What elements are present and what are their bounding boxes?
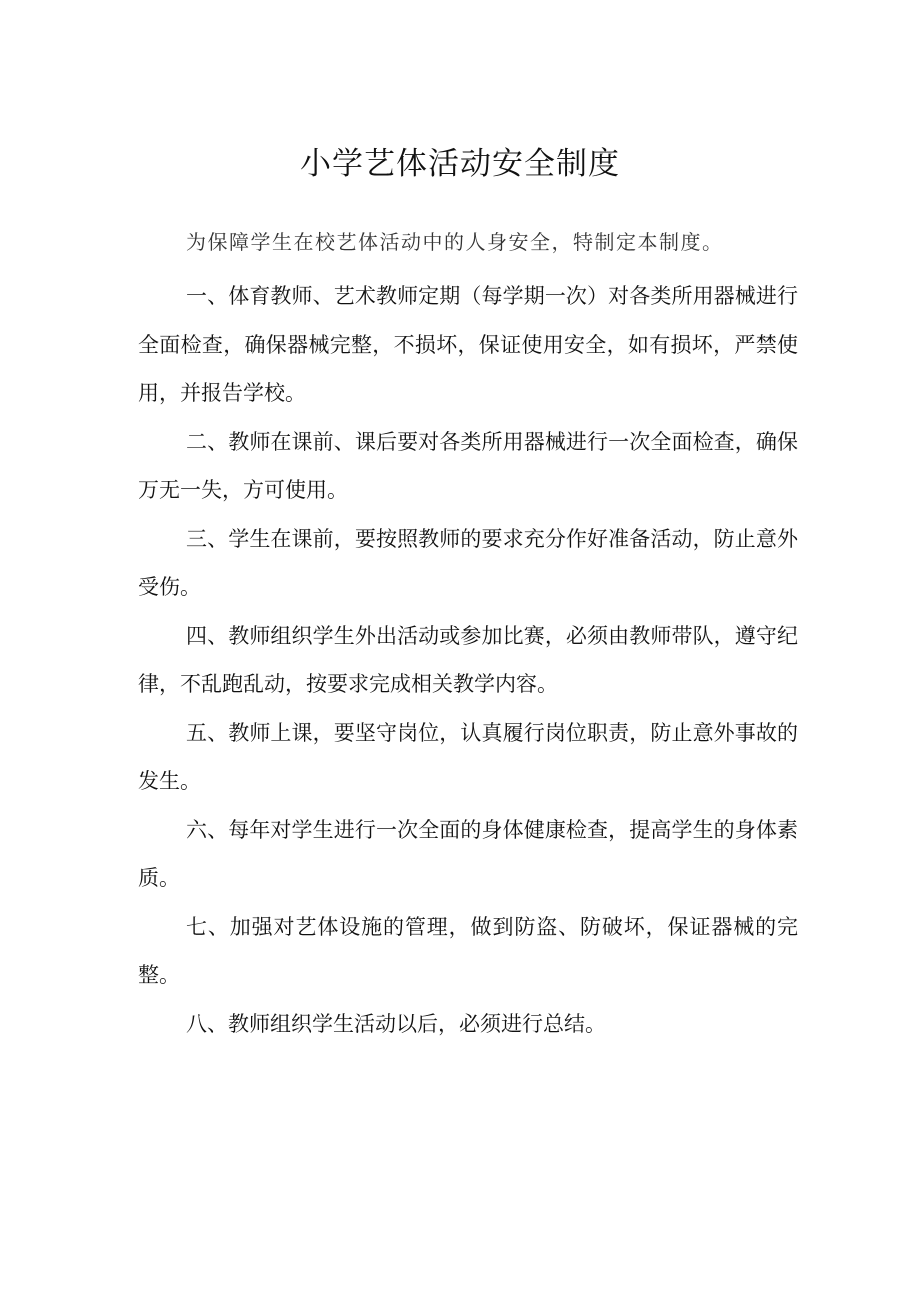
document-title: 小学艺体活动安全制度	[300, 146, 620, 182]
clause-3: 三、学生在课前，要按照教师的要求充分作好准备活动，防止意外受伤。	[138, 526, 798, 599]
clause-5: 五、教师上课，要坚守岗位，认真履行岗位职责，防止意外事故的发生。	[138, 720, 798, 793]
clause-4: 四、教师组织学生外出活动或参加比赛，必须由教师带队，遵守纪律，不乱跑乱动，按要求完成相关教学内容。	[138, 623, 798, 696]
clause-8: 八、教师组织学生活动以后，必须进行总结。	[186, 1011, 606, 1036]
clause-7: 七、加强对艺体设施的管理，做到防盗、防破坏，保证器械的完整。	[138, 914, 798, 987]
clause-6: 六、每年对学生进行一次全面的身体健康检查，提高学生的身体素质。	[138, 817, 798, 890]
intro-paragraph: 为保障学生在校艺体活动中的人身安全，特制定本制度。	[186, 230, 724, 254]
document-body	[138, 218, 798, 1048]
clause-1: 一、体育教师、艺术教师定期（每学期一次）对各类所用器械进行全面检查，确保器械完整，不损坏，保证使用安全，如有损坏，严禁使用，并报告学校。	[138, 284, 798, 405]
clause-2: 二、教师在课前、课后要对各类所用器械进行一次全面检查，确保万无一失，方可使用。	[138, 429, 798, 502]
